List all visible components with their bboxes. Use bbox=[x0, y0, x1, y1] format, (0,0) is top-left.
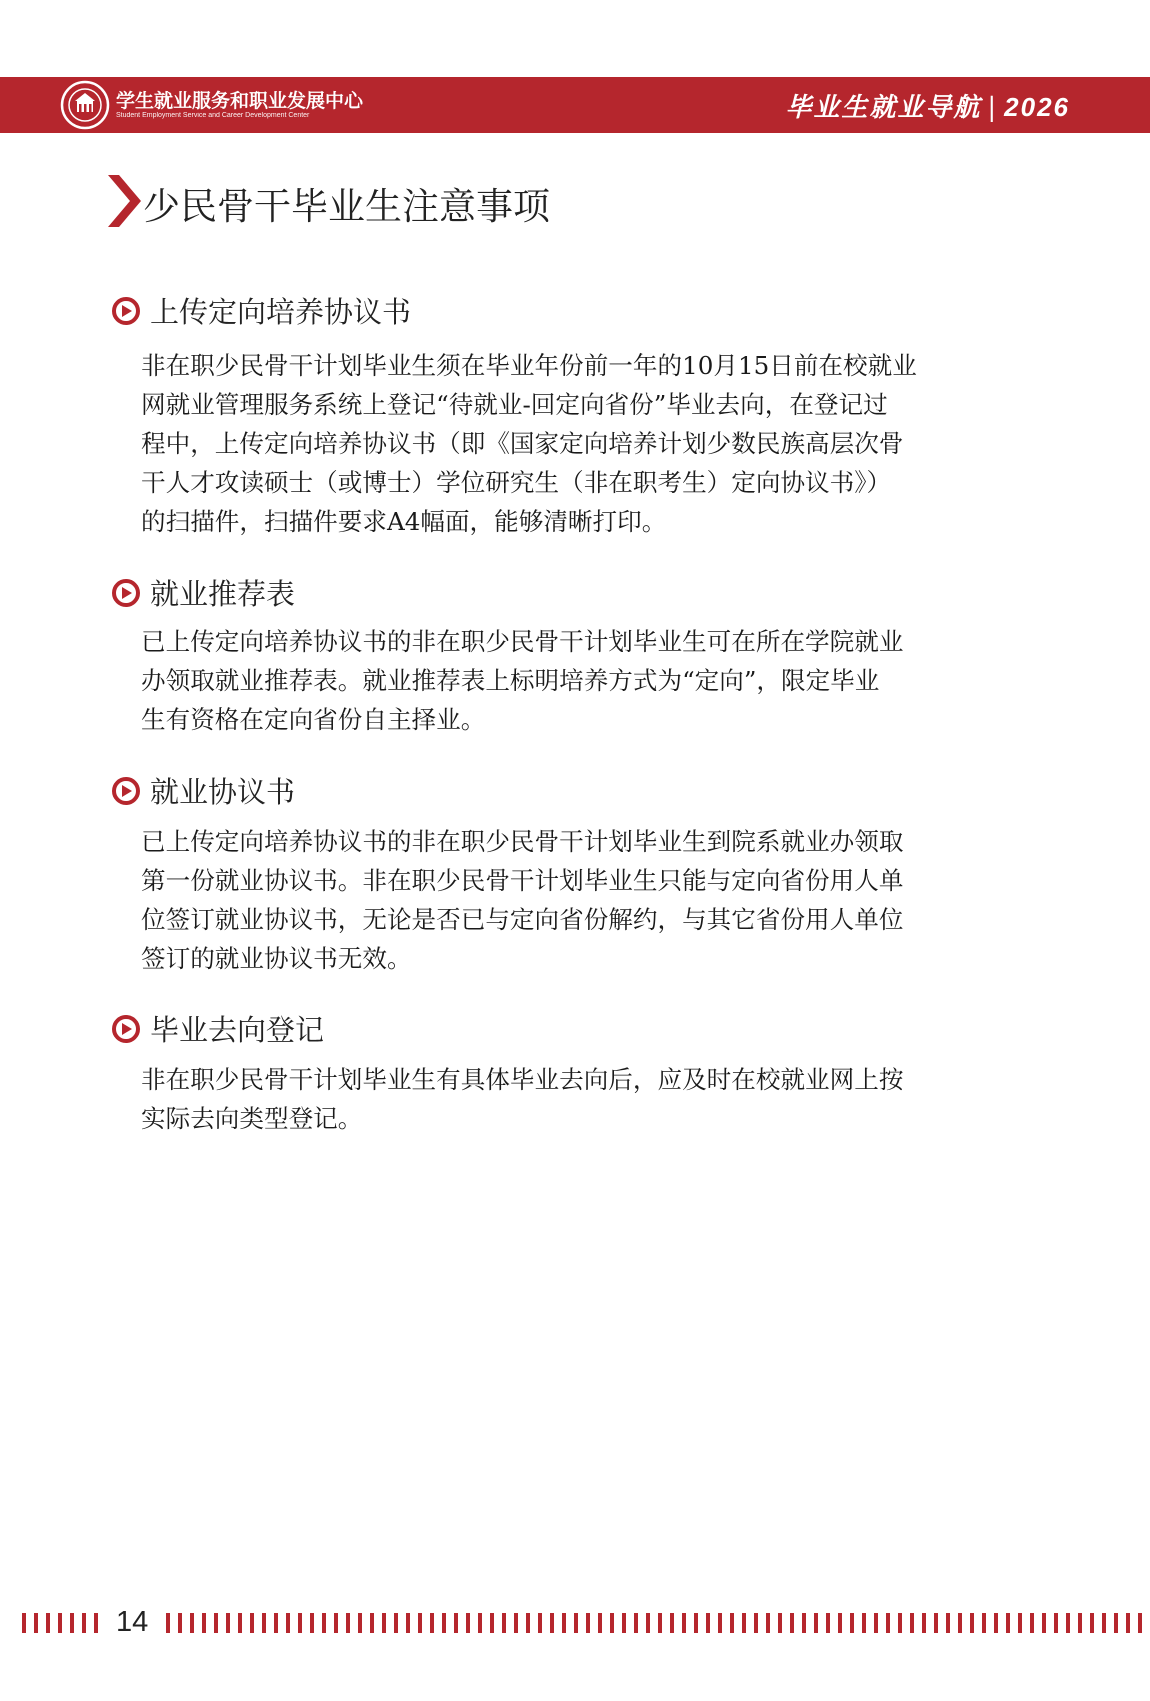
section-heading-text: 就业推荐表 bbox=[150, 577, 296, 611]
section-heading-text: 毕业去向登记 bbox=[150, 1013, 325, 1047]
footer-tick-decoration-left bbox=[22, 1613, 106, 1633]
section-body-recommendation-form bbox=[141, 622, 1003, 739]
body-line: 实际去向类型登记。 bbox=[141, 1104, 363, 1133]
guide-title-text: 毕业生就业导航 bbox=[785, 93, 982, 123]
body-line: 程中，上传定向培养协议书（即《国家定向培养计划少数民族高层次骨 bbox=[141, 429, 904, 458]
body-line: 已上传定向培养协议书的非在职少民骨干计划毕业生可在所在学院就业 bbox=[141, 627, 904, 656]
body-line: 位签订就业协议书，无论是否已与定向省份解约，与其它省份用人单位 bbox=[141, 905, 904, 934]
body-line: 干人才攻读硕士（或博士）学位研究生（非在职考生）定向协议书》） bbox=[141, 468, 892, 497]
body-line: 网就业管理服务系统上登记“待就业-回定向省份”毕业去向，在登记过 bbox=[141, 390, 888, 419]
org-name-en: Student Employment Service and Career Development Center bbox=[116, 112, 310, 119]
section-heading-destination-registration bbox=[112, 1008, 324, 1049]
body-line: 已上传定向培养协议书的非在职少民骨干计划毕业生到院系就业办领取 bbox=[141, 827, 904, 856]
guide-title-separator: | bbox=[987, 93, 999, 123]
section-body-destination-registration bbox=[141, 1060, 1003, 1138]
body-line: 办领取就业推荐表。就业推荐表上标明培养方式为“定向”，限定毕业 bbox=[141, 666, 880, 695]
university-seal-icon bbox=[60, 80, 110, 130]
body-line: 第一份就业协议书。非在职少民骨干计划毕业生只能与定向省份用人单 bbox=[141, 866, 904, 895]
body-line: 生有资格在定向省份自主择业。 bbox=[141, 705, 486, 734]
play-circle-icon bbox=[112, 1015, 140, 1043]
guide-title bbox=[785, 87, 1070, 124]
section-heading-text: 上传定向培养协议书 bbox=[150, 295, 412, 329]
footer-tick-decoration-right bbox=[166, 1613, 1150, 1633]
chevron-right-icon bbox=[108, 175, 144, 227]
page-title: 少民骨干毕业生注意事项 bbox=[143, 185, 550, 228]
org-name: 学生就业服务和职业发展中心 bbox=[116, 90, 364, 112]
page-number: 14 bbox=[116, 1606, 149, 1638]
body-line: 的扫描件，扫描件要求A4幅面，能够清晰打印。 bbox=[141, 507, 667, 536]
guide-year: 2026 bbox=[1004, 92, 1070, 122]
play-circle-icon bbox=[112, 297, 140, 325]
section-heading-employment-agreement bbox=[112, 770, 295, 811]
section-heading-upload-agreement bbox=[112, 290, 411, 331]
body-line: 签订的就业协议书无效。 bbox=[141, 944, 412, 973]
section-body-upload-agreement bbox=[141, 346, 1003, 541]
section-heading-recommendation-form bbox=[112, 572, 295, 613]
body-line: 非在职少民骨干计划毕业生有具体毕业去向后，应及时在校就业网上按 bbox=[141, 1065, 904, 1094]
section-body-employment-agreement bbox=[141, 822, 1003, 978]
play-circle-icon bbox=[112, 579, 140, 607]
body-line: 非在职少民骨干计划毕业生须在毕业年份前一年的10月15日前在校就业 bbox=[141, 351, 917, 380]
play-circle-icon bbox=[112, 777, 140, 805]
section-heading-text: 就业协议书 bbox=[150, 775, 296, 809]
